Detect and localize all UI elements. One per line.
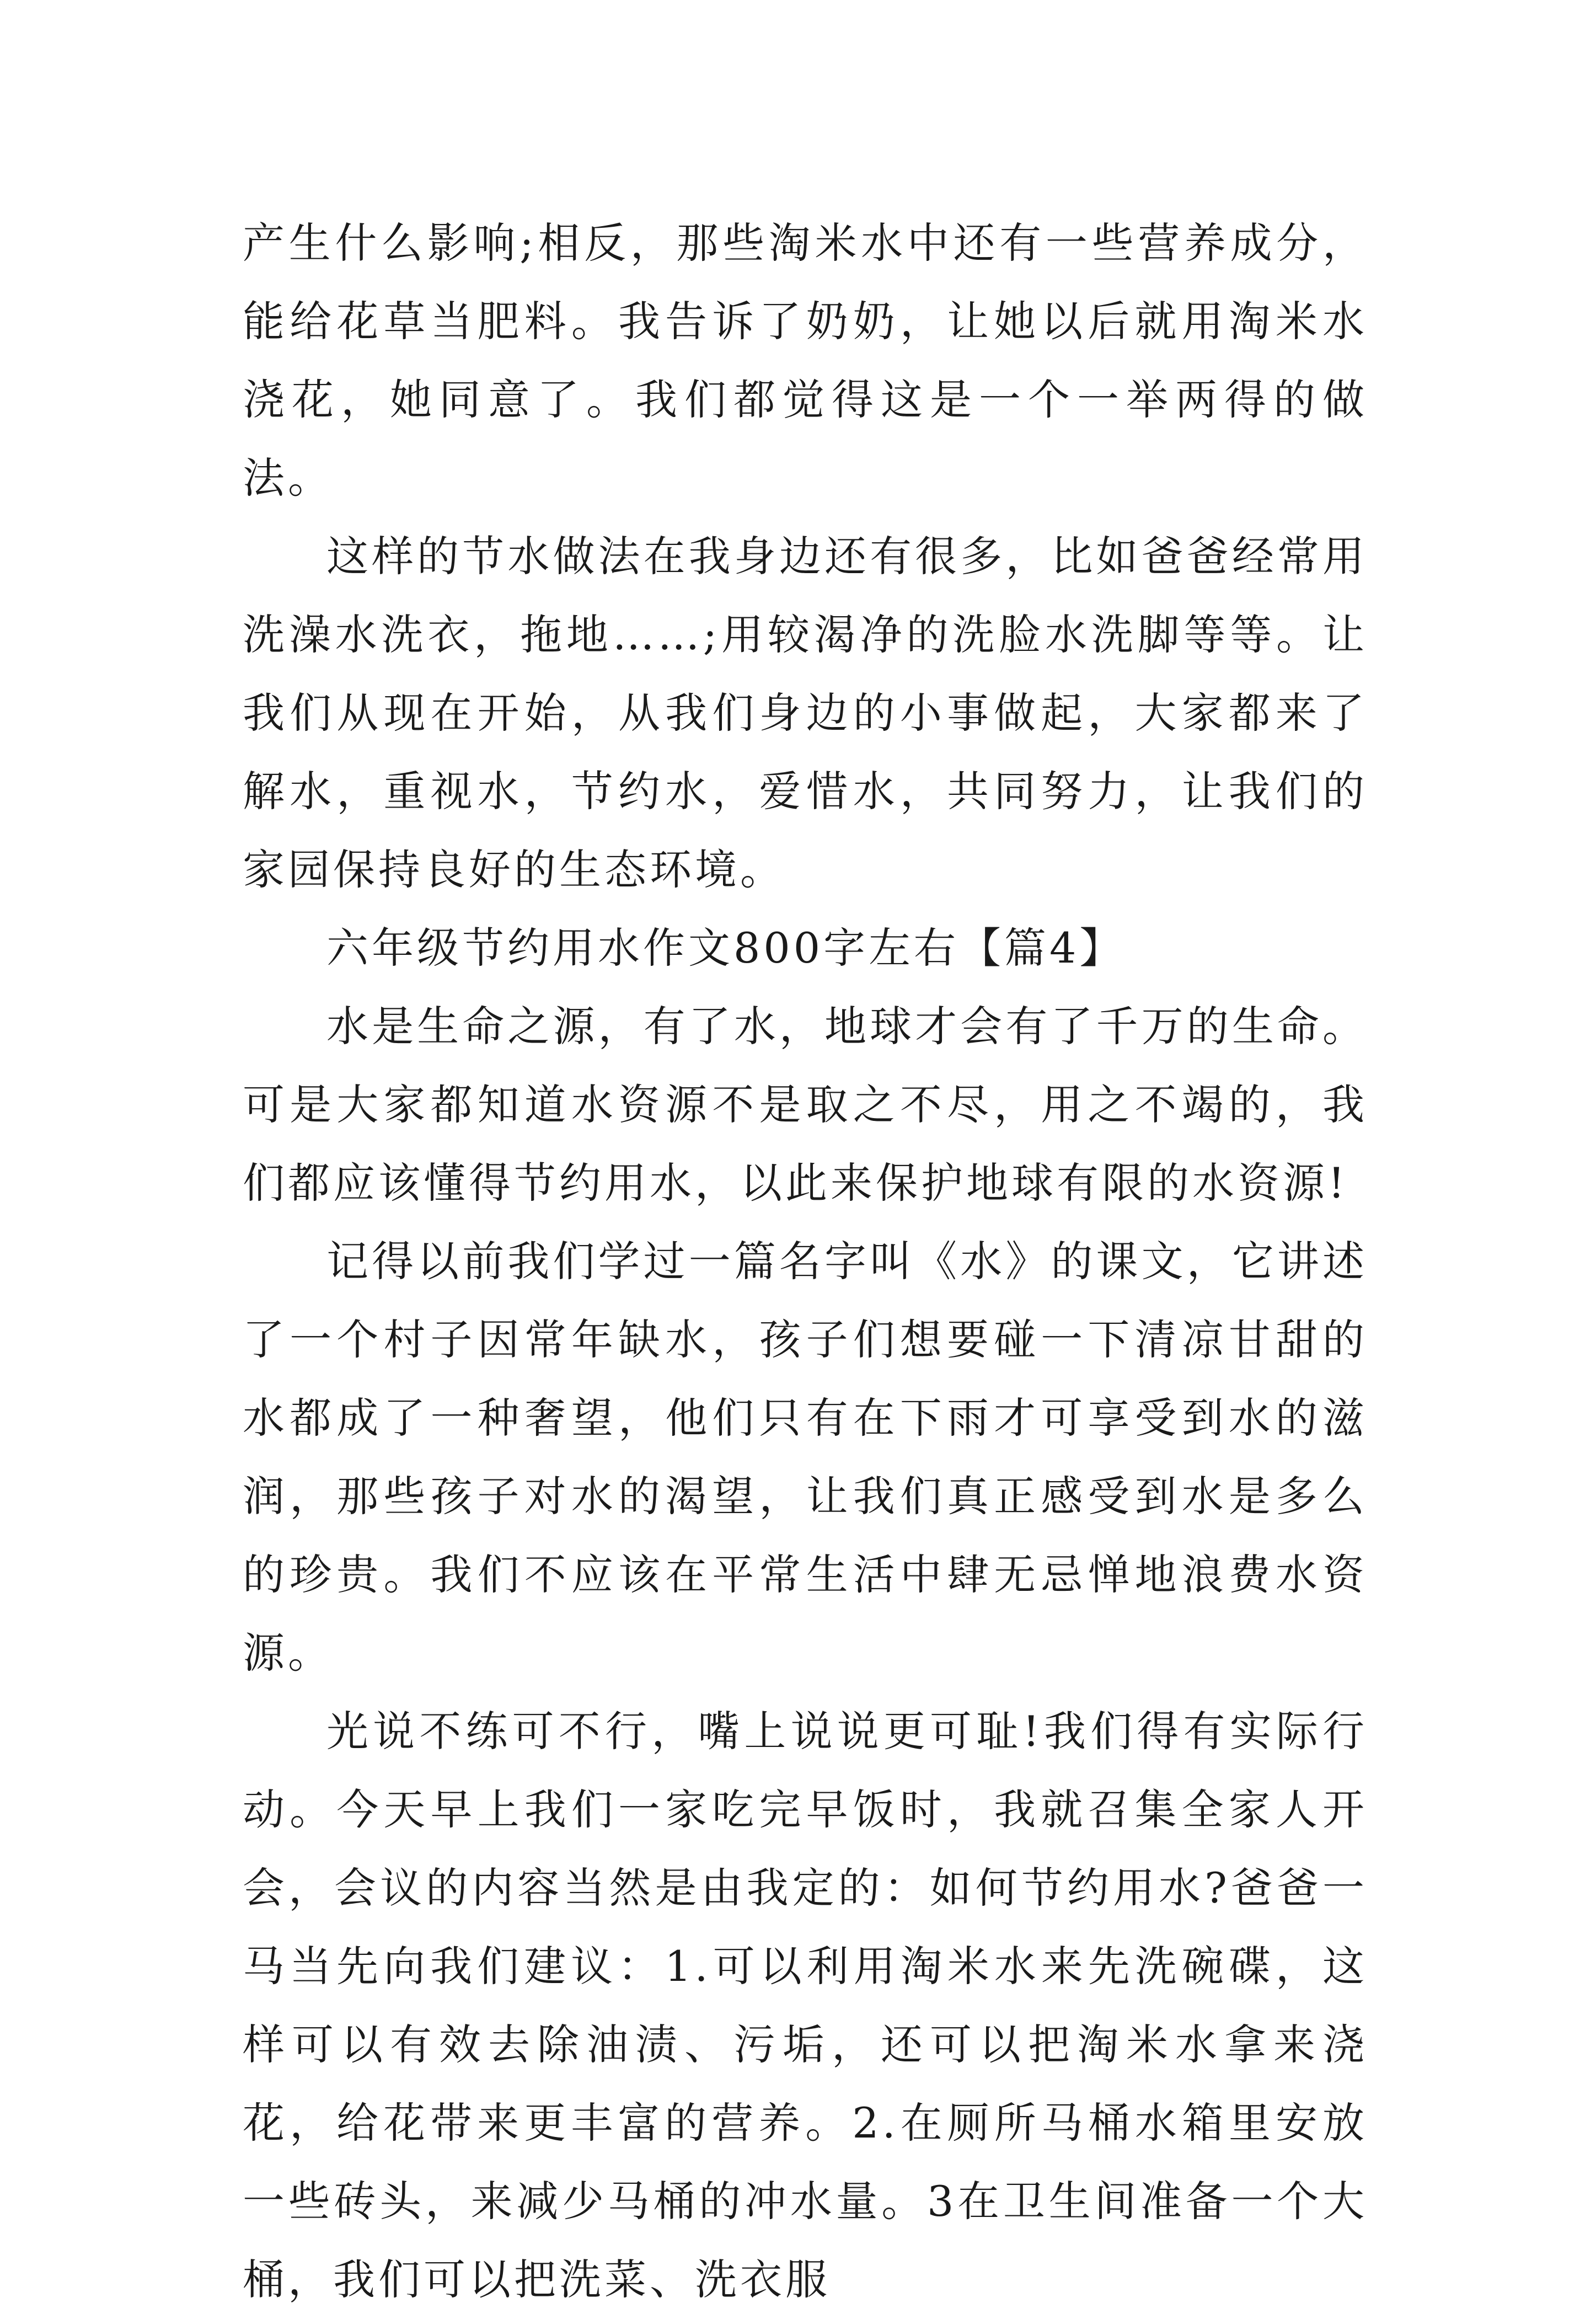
paragraph-family-meeting: 光说不练可不行，嘴上说说更可耻!我们得有实际行动。今天早上我们一家吃完早饭时，我就召集全家人开会，会议的内容当然是由我定的：如何节约用水?爸爸一马当先向我们建议：1.可以利用淘米水来先洗碗碟，这样可以有效去除油渍、污垢，还可以把淘米水拿来浇花，给花带来更丰富的营养。2.在厕所马桶水箱里安放一些砖头，来减少马桶的冲水量。3在卫生间准备一个大桶，我们可以把洗菜、洗衣服 (243, 1707, 1368, 2304)
paragraph-lesson-memory: 记得以前我们学过一篇名字叫《水》的课文，它讲述了一个村子因常年缺水，孩子们想要碰一下清凉甘甜的水都成了一种奢望，他们只有在下雨才可享受到水的滋润，那些孩子对水的渴望，让我们真正感受到水是多么的珍贵。我们不应该在平常生活中肆无忌惮地浪费水资源。 (243, 1237, 1368, 1677)
paragraph-continued: 产生什么影响;相反，那些淘米水中还有一些营养成分，能给花草当肥料。我告诉了奶奶，让她以后就用淘米水浇花，她同意了。我们都觉得这是一个一举两得的做法。 (243, 218, 1368, 503)
paragraph-water-saving-habits: 这样的节水做法在我身边还有很多，比如爸爸经常用洗澡水洗衣，拖地……;用较渴净的洗脸水洗脚等等。让我们从现在开始，从我们身边的小事做起，大家都来了解水，重视水，节约水，爱惜水，共同努力，让我们的家园保持良好的生态环境。 (243, 532, 1368, 894)
paragraph-water-source-of-life: 水是生命之源，有了水，地球才会有了千万的生命。可是大家都知道水资源不是取之不尽，用之不竭的，我们都应该懂得节约用水，以此来保护地球有限的水资源! (243, 1002, 1368, 1207)
essay-heading: 六年级节约用水作文800字左右【篇4】 (326, 923, 1125, 973)
document-body (243, 204, 1368, 2319)
